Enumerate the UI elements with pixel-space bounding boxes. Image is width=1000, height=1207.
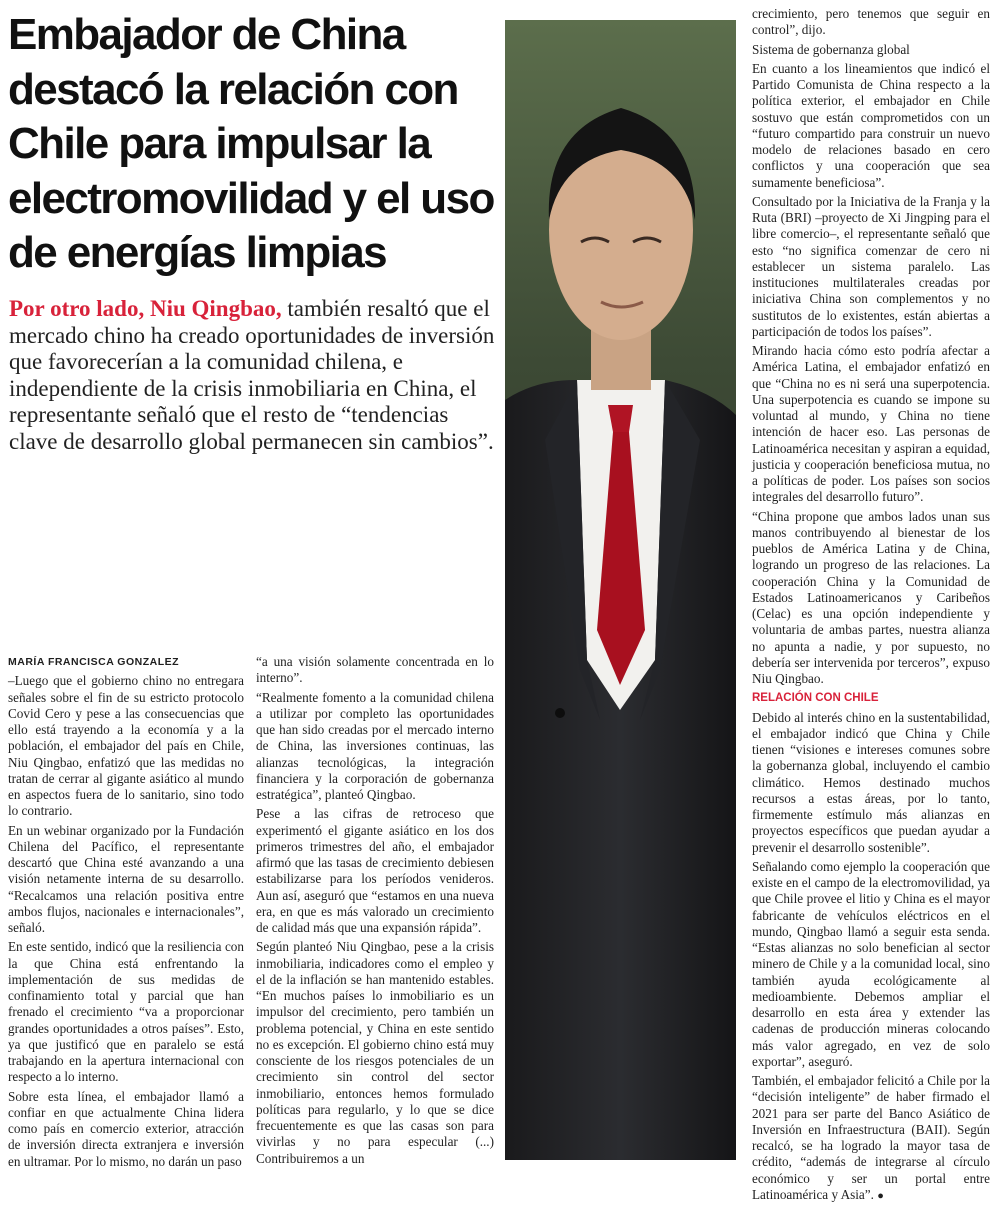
paragraph: En cuanto a los lineamientos que indicó el Partido Comunista de China respecto a la política exterior, el embajador en Chile sostuvo que están comprometidos con un “futuro compartido para construir un nuevo modelo de relaciones basado en cero conflictos y una cooperación que sea sumamente beneficiosa”. [752, 60, 990, 190]
byline: MARÍA FRANCISCA GONZALEZ [8, 656, 180, 668]
lead-highlight: Por otro lado, Niu Qingbao, [9, 296, 282, 321]
paragraph: Señalando como ejemplo la cooperación que existe en el campo de la electromovilidad, ya que Chile provee el litio y China es el mayor fabricante de vehículos eléctricos en el mundo, Qingbao llamó a seguir esta senda. “Estas alianzas no solo benefician al sector minero de Chile y a la comunidad local, sino también ayuda ecológicamente al medioambiente. Debemos ampliar el desarrollo en esta área y extender las cadenas de producción mineras colocando más valor agregado, en vez de solo exportar”, aseguró. [752, 858, 991, 1069]
paragraph: En un webinar organizado por la Fundación Chilena del Pacífico, el representante descartó que China esté avanzando a una visión netamente interna de su desarrollo. “Recalcamos una relación positiva entre ambos flujos, nacionales e internacionales”, señaló. [8, 822, 244, 935]
section-heading: Sistema de gobernanza global [752, 41, 910, 57]
end-mark-icon: ● [877, 1189, 884, 1202]
paragraph: Debido al interés chino en la sustentabilidad, el embajador indicó que China y Chile tienen “visiones e intereses comunes sobre la gobernanza global, incluyendo el cambio climático. Hemos destinado muchos recursos a estas áreas, por lo tanto, firmemente estímulo más alianzas en proyectos específicos que puedan ayudar a prevenir el desarrollo sostenible”. [752, 709, 990, 855]
paragraph: Consultado por la Iniciativa de la Franja y la Ruta (BRI) –proyecto de Xi Jingping para el libre comercio–, el representante señaló que esto “no significa comenzar de cero ni establecer un sistema paralelo. Las instituciones multilaterales creadas por iniciativa China son complementos y no sustitutos de lo existentes, están abiertas a participación de todos los países”. [752, 193, 990, 339]
paragraph: En este sentido, indicó que la resiliencia con la que China está enfrentando la implementación de sus medidas de confinamiento total y parcial que han frenado el crecimiento “va a proporcionar grandes oportunidades a otros países”. Esto, ya que justificó que en paralelo se está trabajando en la apertura internacional con respecto a lo interno. [8, 939, 244, 1085]
paragraph [752, 1073, 990, 1204]
paragraph: “Realmente fomento a la comunidad chilena a utilizar por completo las oportunidades que han sido creadas por el mercado interno de China, las inversiones continuas, las alianzas tecnológicas, la integración financiera y la corporación de gobernanza estratégica”, planteó Qingbao. [256, 689, 494, 802]
paragraph: “China propone que ambos lados unan sus manos contribuyendo al bienestar de los pueblos de América Latina y de China, logrando un progreso de las relaciones. La cooperación China y la Comunidad de Estados Latinoamericanos y Caribeños (Celac) es una opción independiente y voluntaria de ambas partes, nuestra alianza no apunta a nadie, y por supuesto, no debería ser intervenida por terceros”, expuso Niu Qingbao. [752, 508, 990, 686]
lead-text: también resaltó que el mercado chino ha creado oportunidades de inversión que favorecerían a la comunidad chilena, e independiente de la crisis inmobiliaria en China, el representante señaló que el resto de “tendencias clave de desarrollo global permanecen sin cambios”. [9, 296, 495, 454]
ambassador-photo [505, 20, 736, 1160]
paragraph: Pese a las cifras de retroceso que experimentó el gigante asiático en los dos primeros trimestres del año, el embajador afirmó que las tasas de crecimiento debiesen estabilizarse para los períodos venideros. Aun así, aseguró que “estamos en una nueva era, en que es más valorado un crecimiento de calidad más que una expansión rápida”. [256, 806, 494, 935]
paragraph: Mirando hacia cómo esto podría afectar a América Latina, el embajador enfatizó en que “China no es ni será una superpotencia. Una superpotencia es cuando se impone su voluntad al mundo, y China no tiene intención de hacer eso. Las personas de Latinoamérica necesitan y aspiran a equidad, justicia y cooperación beneficiosa mutua, no a políticas de poder. Los países son socios integrales del desarrollo futuro”. [752, 343, 990, 505]
subhead: RELACIÓN CON CHILE [752, 692, 879, 705]
headline: Embajador de China destacó la relación con Chile para impulsar la electromovilidad y el uso de energías limpias [8, 10, 494, 277]
lead-paragraph [9, 296, 499, 456]
paragraph-text: También, el embajador felicitó a Chile por la “decisión inteligente” de haber firmado el 2021 para ser parte del Banco Asiático de Inversión en Infraestructura (BAII). Según recalcó, se ha logrado la mayor tasa de crédito, “además de integrarse al círculo económico y ser un portal entre Latinoamérica y Asia”. [752, 1073, 990, 1202]
column-3 [752, 6, 990, 1207]
column-1 [8, 654, 244, 1173]
paragraph: Sobre esta línea, el embajador llamó a confiar en que actualmente China lidera como país en comercio exterior, atracción de inversión directa extranjera e inversión en ultramar. Por lo mismo, no darán un paso [8, 1088, 244, 1169]
paragraph: crecimiento, pero tenemos que seguir en control”, dijo. [752, 6, 990, 38]
paragraph: Según planteó Niu Qingbao, pese a la crisis inmobiliaria, indicadores como el empleo y el de la inflación se han mantenido estables. “En muchos países lo inmobiliario es un impulsor del crecimiento, pero también un problema potencial, y China en este sentido no es excepción. El gobierno chino está muy consciente de los riesgos potenciales de un crecimiento sin control del sector inmobiliario, entonces hemos formulado políticas para regularlo, y lo que se dice frecuentemente es que las casas son para vivirlas y no para especular (...) Contribuiremos a un [256, 939, 494, 1166]
paragraph: “a una visión solamente concentrada en lo interno”. [256, 654, 494, 686]
column-2 [256, 654, 494, 1170]
paragraph: –Luego que el gobierno chino no entregara señales sobre el fin de su estricto protocolo Covid Cero y pese a las consecuencias que ello está trayendo a la economía y a la población, el embajador del país en Chile, Niu Qingbao, enfatizó que las medidas no tratan de cerrar al gigante asiático al mundo en aspectos fuera de lo sanitario, sino todo lo contrario. [8, 673, 244, 819]
